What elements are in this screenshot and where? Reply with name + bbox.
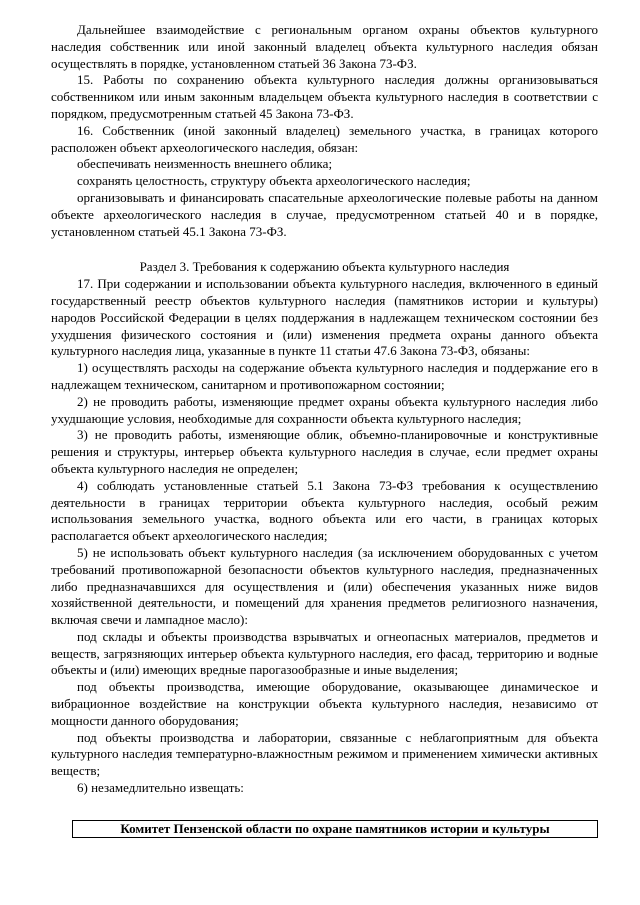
paragraph-17-item-5-sub-3: под объекты производства и лаборатории, связанные с неблагоприятным для объекта культурного наследия температурно-влажностным режимом и применением химически активных веществ;	[51, 729, 598, 779]
paragraph-17-item-3: 3) не проводить работы, изменяющие облик, объемно-планировочные и конструктивные решения и структуры, интерьер объекта культурного наследия в случае, если предмет охраны объекта культурного наследия не определен;	[51, 427, 598, 476]
paragraph-16: 16. Собственник (иной законный владелец) земельного участка, в границах которого расположен объект археологического наследия, обязан:	[51, 122, 598, 155]
paragraph-17-item-5-sub-1: под склады и объекты производства взрывчатых и огнеопасных материалов, предметов и веществ, загрязняющих интерьер объекта культурного наследия, его фасад, территорию и водные объекты и (или) имеющих вредные парогазообразные и иные выделения;	[51, 628, 598, 678]
paragraph-17-item-5-sub-2: под объекты производства, имеющие оборудование, оказывающее динамическое и вибрационное воздействие на конструкции объекта культурного наследия, независимо от мощности данного оборудования;	[51, 679, 598, 728]
paragraph-15: 15. Работы по сохранению объекта культурного наследия должны организовываться собственником или иным законным владельцем объекта культурного наследия в соответствии с порядком, предусмотренным статьей 45 Закона 73-ФЗ.	[51, 72, 598, 121]
paragraph-17-item-2: 2) не проводить работы, изменяющие предмет охраны объекта культурного наследия либо ухудшающие условия, необходимые для сохранности объекта культурного наследия;	[51, 393, 598, 426]
paragraph-16-item-3: организовывать и финансировать спасательные археологические полевые работы на данном объекте археологического наследия в случае, предусмотренном статьей 40 и в порядке, установленном статьей 45.1 Закона 73-ФЗ.	[51, 189, 598, 239]
section-title: Раздел 3. Требования к содержанию объекта культурного наследия	[139, 259, 510, 275]
paragraph-interaction: Дальнейшее взаимодействие с региональным органом охраны объектов культурного наследия собственник или иной законный владелец объекта культурного наследия обязан осуществлять в порядке, установленном статьей 36 Закона 73-ФЗ.	[51, 22, 598, 71]
paragraph-16-item-1: обеспечивать неизменность внешнего облика;	[77, 156, 333, 172]
footer-organization: Комитет Пензенской области по охране памятников истории и культуры	[72, 820, 598, 838]
document-body	[51, 22, 598, 797]
paragraph-17: 17. При содержании и использовании объекта культурного наследия, включенного в единый государственный реестр объектов культурного наследия (памятников истории и культуры) народов Российской Федерации в целях поддержания в надлежащем техническом состоянии без ухудшения физического состояния и (или) изменения предмета охраны данного объекта культурного наследия лица, указанные в пункте 11 статьи 47.6 Закона 73-ФЗ, обязаны:	[51, 276, 598, 359]
paragraph-17-item-5: 5) не использовать объект культурного наследия (за исключением оборудованных с учетом требований противопожарной безопасности объектов культурного наследия, предназначенных либо предназначавшихся для осуществления и (или) обеспечения указанных ниже видов хозяйственной деятельности, и помещений для хранения предметов религиозного назначения, включая свечи и лампадное масло):	[51, 544, 598, 628]
paragraph-16-item-2: сохранять целостность, структуру объекта археологического наследия;	[77, 173, 471, 189]
paragraph-17-item-4: 4) соблюдать установленные статьей 5.1 Закона 73-ФЗ требования к осуществлению деятельности в границах территории объекта культурного наследия, особый режим использования земельного участка, водного объекта или его части, в границах которых располагается объект археологического наследия;	[51, 477, 598, 544]
paragraph-17-item-6: 6) незамедлительно извещать:	[77, 780, 244, 796]
paragraph-17-item-1: 1) осуществлять расходы на содержание объекта культурного наследия и поддержание его в надлежащем техническом, санитарном и противопожарном состоянии;	[51, 360, 598, 392]
